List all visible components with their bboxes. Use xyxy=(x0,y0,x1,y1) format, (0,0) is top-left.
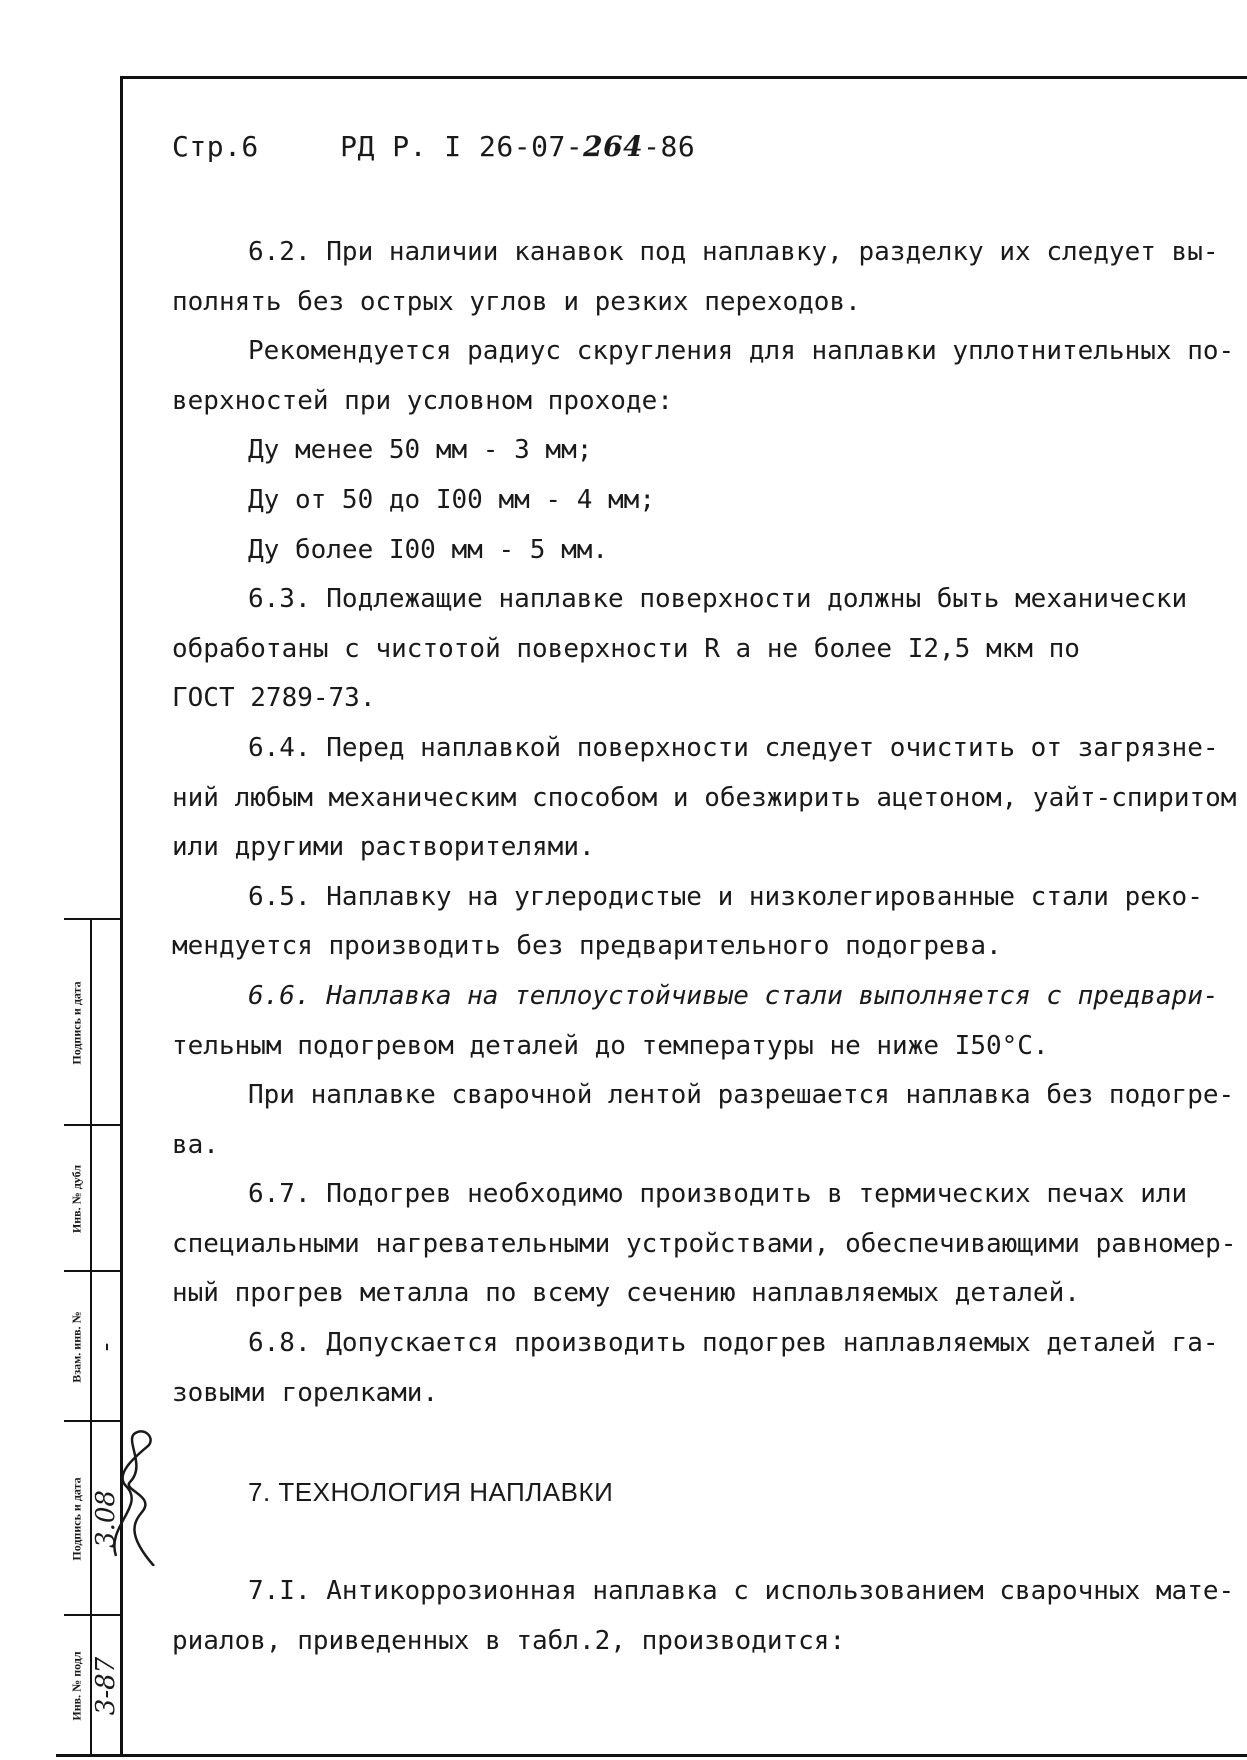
stamp-value: 3-87 xyxy=(91,1656,121,1716)
signature-scribble xyxy=(86,1416,166,1566)
document-body xyxy=(172,228,1237,1666)
frame-top-border xyxy=(120,76,1247,79)
text-line: обработаны с чистотой поверхности R а не более I2,5 мкм по xyxy=(172,633,1080,664)
text-line: ный прогрев металла по всему сечению наплавляемых деталей. xyxy=(172,1278,1080,1309)
text-line: верхностей при условном проходе: xyxy=(172,385,673,416)
frame-bottom-border xyxy=(56,1754,1247,1757)
text-line: 6.5. Наплавку на углеродистые и низколегированные стали реко- xyxy=(248,881,1203,912)
text-line: 6.4. Перед наплавкой поверхности следует очистить от загрязне- xyxy=(248,732,1219,763)
doc-code-prefix: РД Р. І 26-07- xyxy=(340,130,584,163)
text-line: мендуется производить без предварительного подогрева. xyxy=(172,931,1002,962)
text-line: риалов, приведенных в табл.2, производится: xyxy=(172,1625,846,1656)
text-line: Рекомендуется радиус скругления для наплавки уплотнительных по- xyxy=(248,336,1235,367)
doc-code-handwritten: 264 xyxy=(583,130,644,163)
stamp-label: Инв. № дубл xyxy=(69,1164,84,1234)
text-line: тельным подогревом деталей до температуры не ниже I50°С. xyxy=(172,1030,1049,1061)
stamp-cell-podpis-data xyxy=(64,918,120,1126)
stamp-cell-inv-podl xyxy=(64,1614,120,1756)
stamp-label: Взам. инв. № xyxy=(69,1311,84,1383)
list-item: Ду более I00 мм - 5 мм. xyxy=(248,534,609,565)
section-heading: 7. ТЕХНОЛОГИЯ НАПЛАВКИ xyxy=(248,1476,614,1507)
text-line: 6.6. Наплавка на теплоустойчивые стали выполняется с предвари- xyxy=(248,980,1219,1011)
list-item: Ду менее 50 мм - 3 мм; xyxy=(248,435,593,466)
stamp-value: - xyxy=(91,1342,121,1352)
text-line: 6.7. Подогрев необходимо производить в термических печах или xyxy=(248,1179,1188,1210)
text-line: ГОСТ 2789-73. xyxy=(172,683,376,714)
text-line: 6.8. Допускается производить подогрев наплавляемых деталей га- xyxy=(248,1328,1219,1359)
text-line: 7.I. Антикоррозионная наплавка с использованием сварочных мате- xyxy=(248,1576,1235,1607)
text-line: ний любым механическим способом и обезжирить ацетоном, уайт-спиритом xyxy=(172,782,1237,813)
text-line: 6.2. При наличии канавок под наплавку, разделку их следует вы- xyxy=(248,237,1219,267)
text-line: 6.3. Подлежащие наплавке поверхности должны быть механически xyxy=(248,584,1188,615)
text-line: или другими растворителями. xyxy=(172,832,595,863)
stamp-label: Подпись и дата xyxy=(69,981,84,1065)
text-line: полнять без острых углов и резких переходов. xyxy=(172,286,861,317)
text-line: зовыми горелками. xyxy=(172,1377,439,1408)
text-line: ва. xyxy=(172,1129,219,1160)
list-item: Ду от 50 до I00 мм - 4 мм; xyxy=(248,484,655,515)
stamp-cell-inv-dubl xyxy=(64,1124,120,1272)
stamp-cell-vzam-inv xyxy=(64,1270,120,1422)
text-line: специальными нагревательными устройствами, обеспечивающими равномер- xyxy=(172,1228,1237,1259)
stamp-label: Подпись и дата xyxy=(69,1477,84,1561)
text-line: При наплавке сварочной лентой разрешается наплавка без подогре- xyxy=(248,1080,1235,1111)
page-number: Стр.6 xyxy=(172,130,259,163)
page-header xyxy=(172,130,695,163)
doc-code-suffix: -86 xyxy=(643,130,696,163)
stamp-value: 3.08 xyxy=(91,1490,121,1548)
stamp-label: Инв. № подл xyxy=(69,1651,84,1721)
